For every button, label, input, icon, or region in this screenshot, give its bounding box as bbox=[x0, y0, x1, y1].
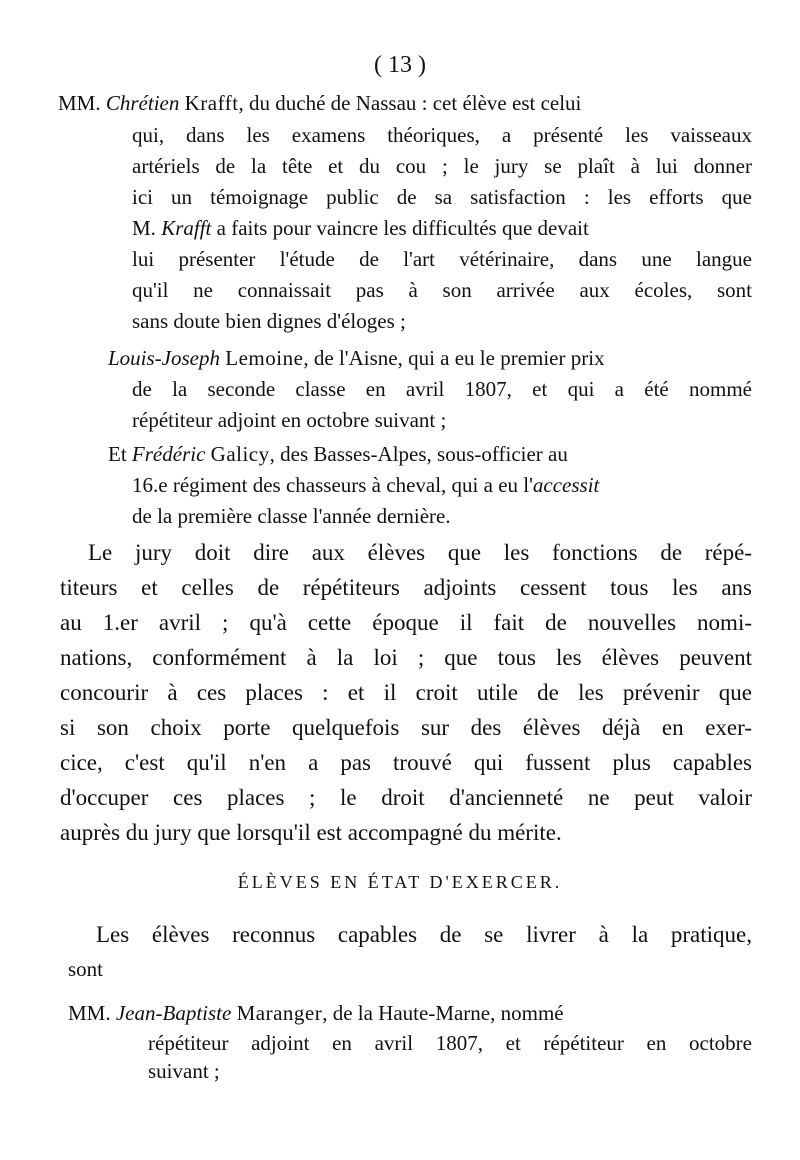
paragraph-line-6: si son choix porte quelquefois sur des élèves déjà en exer- bbox=[60, 715, 752, 740]
paragraph-line-1: Le jury doit dire aux élèves que les fonctions de répé- bbox=[88, 540, 752, 565]
text-run: , des Basses-Alpes, sous-officier au bbox=[269, 442, 568, 466]
intro-line-2: sont bbox=[68, 957, 104, 981]
entry-krafft-line-6: lui présenter l'étude de l'art vétérinaire, dans une langue bbox=[132, 247, 752, 271]
surname: Maranger bbox=[236, 1001, 323, 1025]
entry-maranger-line-3: suivant ; bbox=[148, 1059, 220, 1083]
entry-mid-prefix: M. bbox=[132, 216, 156, 240]
entry-galicy-line-3: de la première classe l'année dernière. bbox=[132, 504, 451, 528]
entry-maranger-line-2: répétiteur adjoint en avril 1807, et répétiteur en octobre bbox=[148, 1031, 752, 1055]
entry-krafft-line-4: ici un témoignage public de sa satisfaction : les efforts que bbox=[132, 185, 752, 209]
entry-galicy-line-2 bbox=[132, 472, 599, 498]
entry-lead: MM. bbox=[68, 1001, 111, 1025]
paragraph-line-7: cice, c'est qu'il n'en a pas trouvé qui fussent plus capables bbox=[60, 750, 752, 775]
entry-lemoine-line-2: de la seconde classe en avril 1807, et qui a été nommé bbox=[132, 377, 752, 401]
entry-maranger-line-1 bbox=[68, 1000, 564, 1026]
entry-lemoine-line-1 bbox=[108, 345, 605, 371]
paragraph-line-5: concourir à ces places : et il croit utile de les prévenir que bbox=[60, 680, 752, 705]
entry-krafft-line-1 bbox=[58, 90, 581, 116]
section-heading: ÉLÈVES EN ÉTAT D'EXERCER. bbox=[237, 872, 563, 892]
entry-galicy-line-1 bbox=[108, 441, 568, 467]
text-run: a faits pour vaincre les difficultés que devait bbox=[216, 216, 589, 240]
text-run: 16.e régiment des chasseurs à cheval, qui a eu l' bbox=[132, 473, 533, 497]
intro-line-1: Les élèves reconnus capables de se livrer à la pratique, bbox=[96, 922, 752, 947]
given-name: Frédéric bbox=[131, 442, 206, 466]
given-name: Louis-Joseph bbox=[108, 346, 220, 370]
entry-krafft-line-2: qui, dans les examens théoriques, a présenté les vaisseaux bbox=[132, 123, 752, 147]
entry-krafft-line-5 bbox=[132, 215, 752, 241]
entry-lead: Et bbox=[108, 442, 127, 466]
paragraph-line-9: auprès du jury que lorsqu'il est accompagné du mérite. bbox=[60, 820, 562, 845]
text-run: , du duché de Nassau : cet élève est celui bbox=[238, 91, 582, 115]
entry-lead: MM. bbox=[58, 91, 101, 115]
italic-word: accessit bbox=[532, 473, 600, 497]
paragraph-line-8: d'occuper ces places ; le droit d'ancienneté ne peut valoir bbox=[60, 785, 752, 810]
paragraph-line-4: nations, conformément à la loi ; que tous les élèves peuvent bbox=[60, 645, 752, 670]
text-run: , de la Haute-Marne, nommé bbox=[322, 1001, 564, 1025]
entry-lemoine-line-3: répétiteur adjoint en octobre suivant ; bbox=[132, 408, 447, 432]
surname: Lemoine bbox=[225, 346, 304, 370]
text-run: , de l'Aisne, qui a eu le premier prix bbox=[303, 346, 605, 370]
entry-krafft-line-8: sans doute bien dignes d'éloges ; bbox=[132, 309, 406, 333]
surname: Galicy bbox=[210, 442, 270, 466]
entry-mid-name: Krafft bbox=[161, 216, 212, 240]
entry-krafft-line-3: artériels de la tête et du cou ; le jury se plaît à lui donner bbox=[132, 154, 752, 178]
page-number: ( 13 ) bbox=[374, 52, 426, 78]
entry-krafft-line-7: qu'il ne connaissait pas à son arrivée aux écoles, sont bbox=[132, 278, 752, 302]
given-name: Chrétien bbox=[105, 91, 180, 115]
paragraph-line-2: titeurs et celles de répétiteurs adjoints cessent tous les ans bbox=[60, 575, 752, 600]
given-name: Jean-Baptiste bbox=[115, 1001, 232, 1025]
surname: Krafft bbox=[184, 91, 239, 115]
paragraph-line-3: au 1.er avril ; qu'à cette époque il fait de nouvelles nomi- bbox=[60, 610, 752, 635]
